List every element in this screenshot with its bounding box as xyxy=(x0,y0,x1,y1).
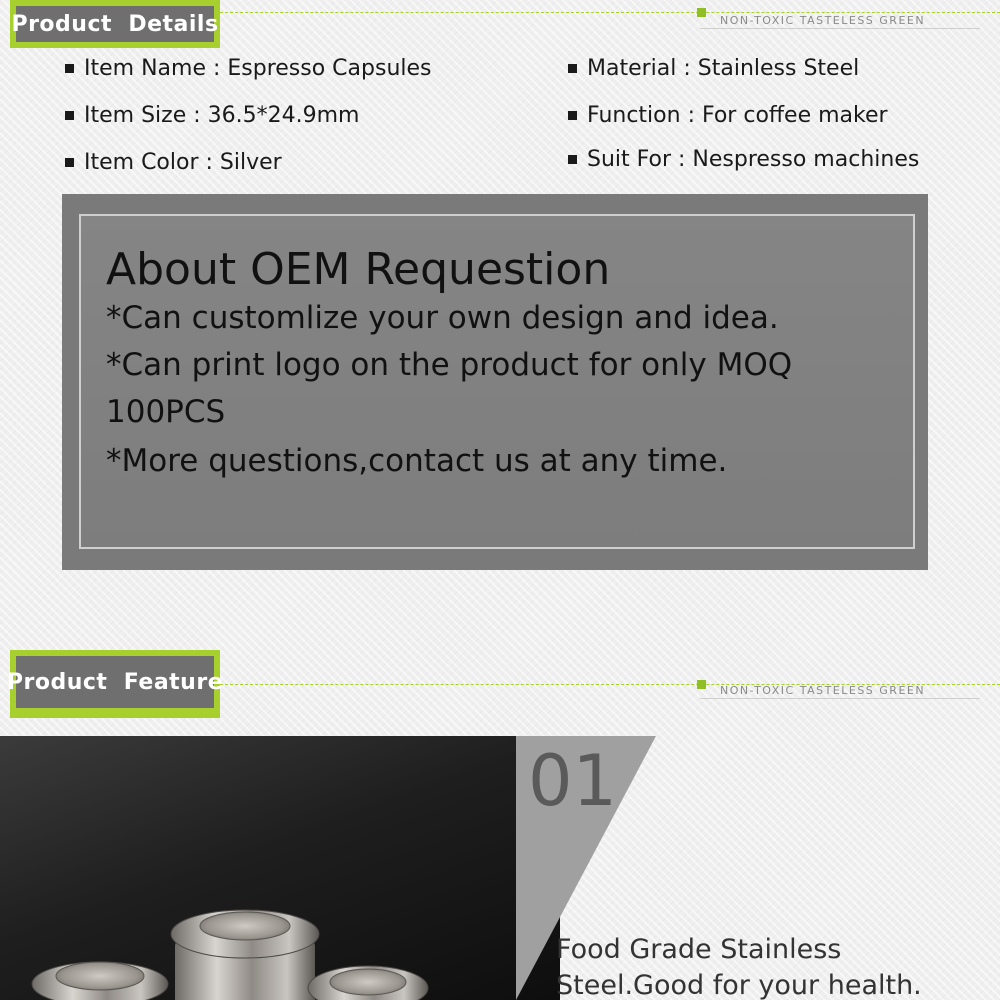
square-bullet-icon xyxy=(65,111,74,120)
feature-description: Food Grade Stainless Steel.Good for your health. xyxy=(556,934,922,1000)
square-bullet-icon xyxy=(568,111,577,120)
detail-text: Function : For coffee maker xyxy=(587,103,888,128)
detail-item-name xyxy=(65,56,432,81)
feature-number: 01 xyxy=(528,740,618,822)
oem-line: *More questions,contact us at any time. xyxy=(106,443,728,479)
detail-suit-for xyxy=(568,147,919,172)
detail-text: Suit For : Nespresso machines xyxy=(587,147,920,172)
tagline-rule xyxy=(700,698,980,699)
detail-item-size xyxy=(65,103,359,128)
feature-section-header xyxy=(0,650,1000,720)
oem-panel-frame xyxy=(79,214,915,549)
espresso-capsules-illustration xyxy=(0,736,560,1000)
dashed-divider xyxy=(220,12,1000,13)
feature-section-title: Product Feature xyxy=(16,656,214,708)
detail-function xyxy=(568,103,888,128)
green-square-marker xyxy=(697,680,706,689)
tagline: NON-TOXIC TASTELESS GREEN xyxy=(720,14,926,27)
detail-text: Item Color : Silver xyxy=(84,150,282,175)
oem-title: About OEM Requestion xyxy=(106,244,611,295)
oem-line: *Can print logo on the product for only MOQ xyxy=(106,347,793,383)
detail-material xyxy=(568,56,859,81)
oem-panel xyxy=(62,194,928,570)
detail-text: Material : Stainless Steel xyxy=(587,56,860,81)
detail-text: Item Size : 36.5*24.9mm xyxy=(84,103,360,128)
green-square-marker xyxy=(697,8,706,17)
oem-line: 100PCS xyxy=(106,394,226,430)
square-bullet-icon xyxy=(568,155,577,164)
detail-text: Item Name : Espresso Capsules xyxy=(84,56,432,81)
tagline: NON-TOXIC TASTELESS GREEN xyxy=(720,684,926,697)
details-section-title: Product Details xyxy=(16,6,214,42)
square-bullet-icon xyxy=(65,158,74,167)
square-bullet-icon xyxy=(65,64,74,73)
feature-section-tab xyxy=(6,650,224,718)
square-bullet-icon xyxy=(568,64,577,73)
details-section-tab xyxy=(10,0,220,48)
detail-item-color xyxy=(65,150,282,175)
tagline-rule xyxy=(700,28,980,29)
oem-line: *Can customlize your own design and idea. xyxy=(106,300,779,336)
product-photo xyxy=(0,736,560,1000)
